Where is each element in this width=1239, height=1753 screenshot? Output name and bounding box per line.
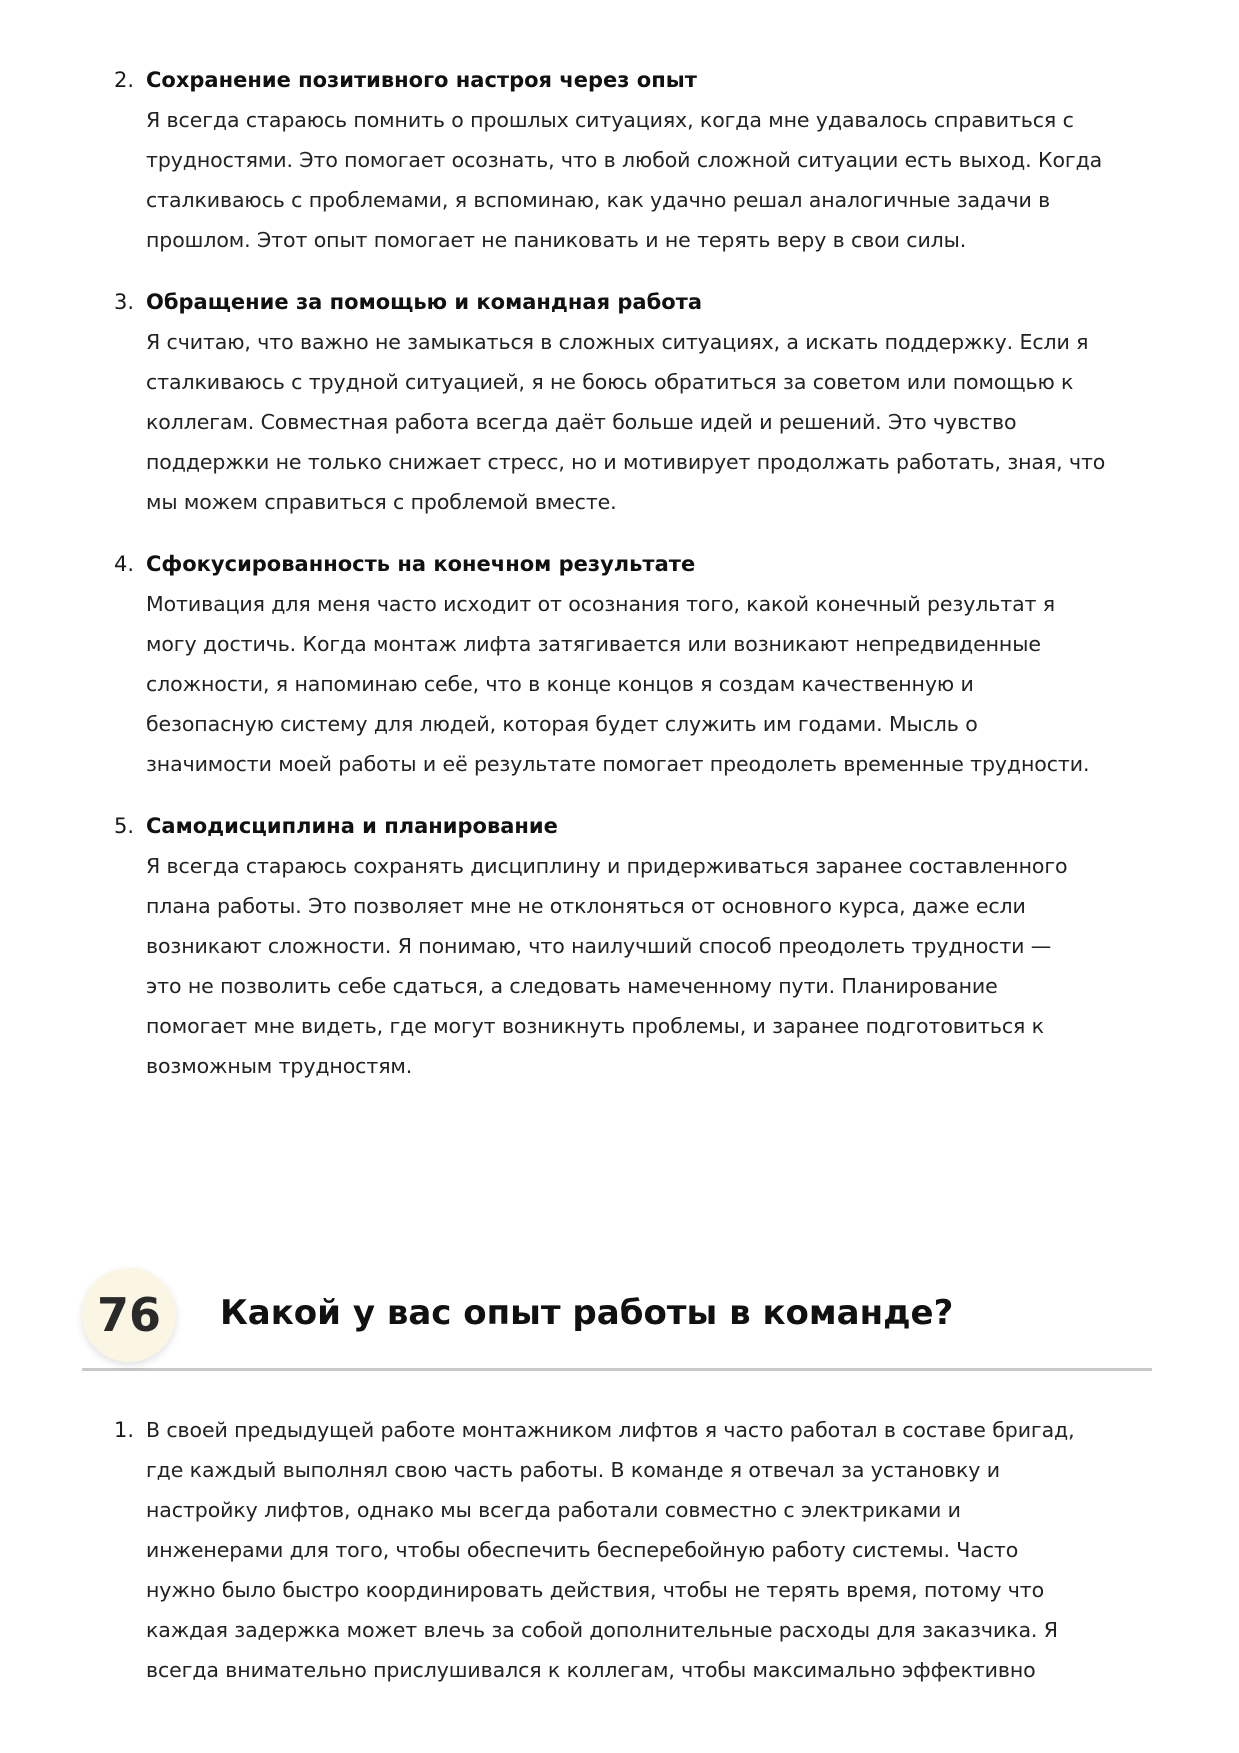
- list-item: [114, 806, 1164, 1086]
- item-line: поддержки не только снижает стресс, но и мотивирует продолжать работать, зная, что: [146, 450, 1106, 474]
- item-line: это не позволить себе сдаться, а следовать намеченному пути. Планирование: [146, 974, 998, 998]
- item-line: сталкиваюсь с проблемами, я вспоминаю, как удачно решал аналогичные задачи в: [146, 188, 1051, 212]
- item-number: 5.: [114, 814, 135, 838]
- item-line: прошлом. Этот опыт помогает не паниковать и не терять веру в свои силы.: [146, 228, 967, 252]
- item-line: всегда внимательно прислушивался к коллегам, чтобы максимально эффективно: [146, 1658, 1036, 1682]
- list-item: [114, 282, 1164, 522]
- item-number: 1.: [114, 1418, 135, 1442]
- item-line: инженерами для того, чтобы обеспечить бесперебойную работу системы. Часто: [146, 1538, 1019, 1562]
- list-item: [114, 544, 1164, 784]
- item-line: трудностями. Это помогает осознать, что в любой сложной ситуации есть выход. Когда: [146, 148, 1103, 172]
- item-line: каждая задержка может влечь за собой дополнительные расходы для заказчика. Я: [146, 1618, 1058, 1642]
- section-title: Какой у вас опыт работы в команде?: [220, 1293, 954, 1333]
- answer-list: [114, 1410, 1164, 1714]
- item-number: 2.: [114, 68, 135, 92]
- item-line: плана работы. Это позволяет мне не отклоняться от основного курса, даже если: [146, 894, 1026, 918]
- item-number: 4.: [114, 552, 135, 576]
- item-title: Обращение за помощью и командная работа: [146, 290, 703, 314]
- item-number: 3.: [114, 290, 135, 314]
- list-item: [114, 60, 1164, 260]
- list-item: [114, 1410, 1164, 1690]
- item-line: Я всегда стараюсь помнить о прошлых ситуациях, когда мне удавалось справиться с: [146, 108, 1074, 132]
- item-title: Самодисциплина и планирование: [146, 814, 558, 838]
- item-line: могу достичь. Когда монтаж лифта затягивается или возникают непредвиденные: [146, 632, 1041, 656]
- item-line: возникают сложности. Я понимаю, что наилучший способ преодолеть трудности —: [146, 934, 1052, 958]
- question-number-badge: 76: [82, 1268, 176, 1362]
- item-line: Мотивация для меня часто исходит от осознания того, какой конечный результат я: [146, 592, 1056, 616]
- item-line: В своей предыдущей работе монтажником лифтов я часто работал в составе бригад,: [146, 1418, 1075, 1442]
- item-title: Сохранение позитивного настроя через опыт: [146, 68, 697, 92]
- item-line: настройку лифтов, однако мы всегда работали совместно с электриками и: [146, 1498, 961, 1522]
- section-header: [82, 1268, 1152, 1371]
- item-line: безопасную систему для людей, которая будет служить им годами. Мысль о: [146, 712, 978, 736]
- item-title: Сфокусированность на конечном результате: [146, 552, 696, 576]
- item-line: помогает мне видеть, где могут возникнуть проблемы, и заранее подготовиться к: [146, 1014, 1044, 1038]
- item-line: коллегам. Совместная работа всегда даёт больше идей и решений. Это чувство: [146, 410, 1017, 434]
- item-line: Я всегда стараюсь сохранять дисциплину и придерживаться заранее составленного: [146, 854, 1068, 878]
- item-line: где каждый выполнял свою часть работы. В команде я отвечал за установку и: [146, 1458, 1000, 1482]
- item-line: нужно было быстро координировать действия, чтобы не терять время, потому что: [146, 1578, 1045, 1602]
- answer-list: [114, 62, 1164, 1110]
- item-line: возможным трудностям.: [146, 1054, 413, 1078]
- item-line: значимости моей работы и её результате помогает преодолеть временные трудности.: [146, 752, 1090, 776]
- item-line: сталкиваюсь с трудной ситуацией, я не боюсь обратиться за советом или помощью к: [146, 370, 1074, 394]
- item-line: мы можем справиться с проблемой вместе.: [146, 490, 617, 514]
- item-line: сложности, я напоминаю себе, что в конце концов я создам качественную и: [146, 672, 974, 696]
- item-line: Я считаю, что важно не замыкаться в сложных ситуациях, а искать поддержку. Если я: [146, 330, 1089, 354]
